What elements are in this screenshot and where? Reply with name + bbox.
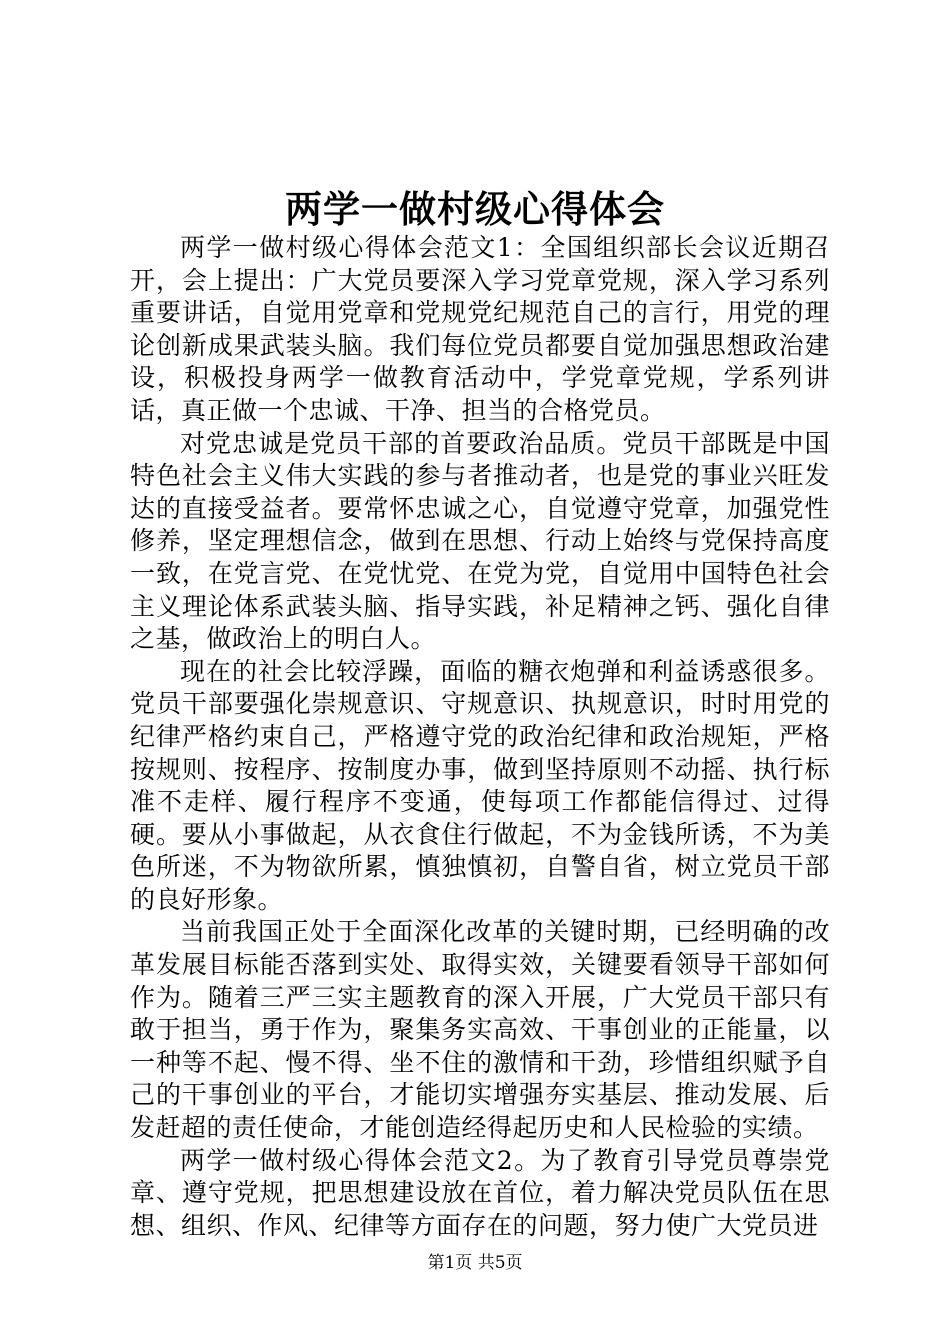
page-title: 两学一做村级心得体会 (285, 187, 665, 231)
document-body (130, 232, 830, 1242)
paragraph-3: 现在的社会比较浮躁，面临的糖衣炮弹和利益诱惑很多。党员干部要强化崇规意识、守规意识、执规意识，时时用党的纪律严格约束自己，严格遵守党的政治纪律和政治规矩，严格按规则、按程序、按制度办事，做到坚持原则不动摇、执行标准不走样、履行程序不变通，使每项工作都能信得过、过得硬。要从小事做起，从衣食住行做起，不为金钱所诱，不为美色所迷，不为物欲所累，慎独慎初，自警自省，树立党员干部的良好形象。 (130, 656, 830, 914)
page-indicator: 第1页 共5页 (427, 1253, 523, 1273)
paragraph-4: 当前我国正处于全面深化改革的关键时期，已经明确的改革发展目标能否落到实处、取得实效，关键要看领导干部如何作为。随着三严三实主题教育的深入开展，广大党员干部只有敢于担当，勇于作为，聚集务实高效、干事创业的正能量，以一种等不起、慢不得、坐不住的激情和干劲，珍惜组织赋予自己的干事创业的平台，才能切实增强夯实基层、推动发展、后发赶超的责任使命，才能创造经得起历史和人民检验的实绩。 (130, 917, 830, 1143)
paragraph-1: 两学一做村级心得体会范文1：全国组织部长会议近期召开，会上提出：广大党员要深入学习党章党规，深入学习系列重要讲话，自觉用党章和党规党纪规范自己的言行，用党的理论创新成果武装头脑。我们每位党员都要自觉加强思想政治建设，积极投身两学一做教育活动中，学党章党规，学系列讲话，真正做一个忠诚、干净、担当的合格党员。 (130, 233, 830, 425)
paragraph-2: 对党忠诚是党员干部的首要政治品质。党员干部既是中国特色社会主义伟大实践的参与者推动者，也是党的事业兴旺发达的直接受益者。要常怀忠诚之心，自觉遵守党章，加强党性修养，坚定理想信念，做到在思想、行动上始终与党保持高度一致，在党言党、在党忧党、在党为党，自觉用中国特色社会主义理论体系武装头脑、指导实践，补足精神之钙、强化自律之基，做政治上的明白人。 (130, 428, 830, 654)
paragraph-5: 两学一做村级心得体会范文2。为了教育引导党员尊崇党章、遵守党规，把思想建设放在首位，着力解决党员队伍在思想、组织、作风、纪律等方面存在的问题，努力使广大党员进 (130, 1145, 830, 1240)
page-footer (0, 1252, 950, 1274)
